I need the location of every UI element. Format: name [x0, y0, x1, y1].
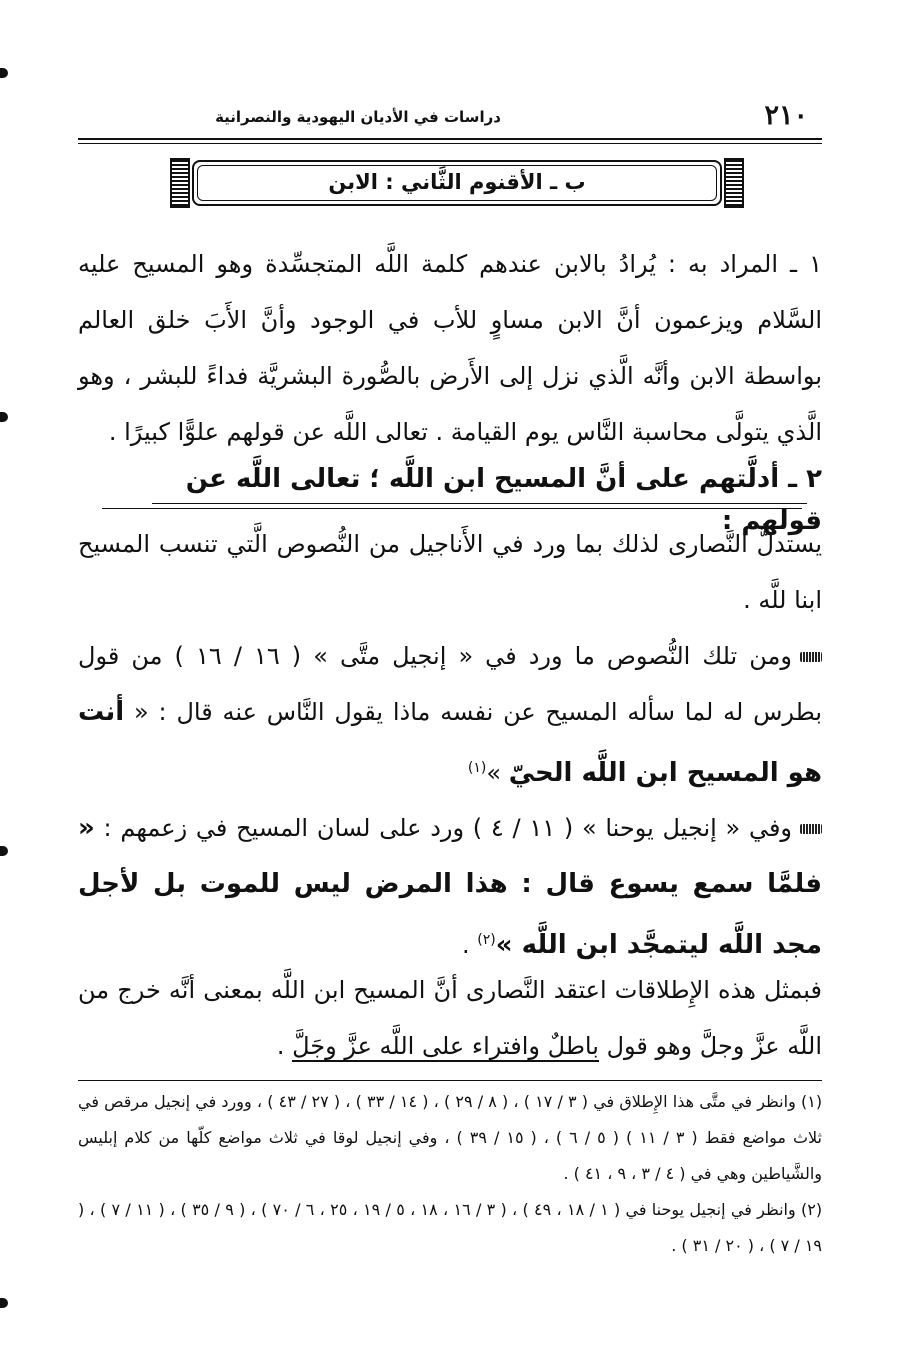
paragraph-2: يستدلُّ النَّصارى لذلك بما ورد في الأَناجيل من النُّصوص الَّتي تنسب المسيح ابنا للَّه .	[78, 530, 822, 614]
pointing-hand-icon	[800, 652, 822, 662]
heading-rule-2	[102, 508, 802, 509]
paragraph-4-intro: وفي « إنجيل يوحنا » ( ١١ / ٤ ) ورد على لسان المسيح في زعمهم :	[103, 814, 793, 842]
paragraph-1: ١ ـ المراد به : يُرادُ بالابن عندهم كلمة اللَّه المتجسِّدة وهو المسيح عليه السَّلام ويزعمون أنَّ الابن مساوٍ للأب في الوجود وأنَّ الأَبَ خلق العالم بواسطة الابن وأنَّه الَّذي نزل إلى الأَرض بالصُّورة البشريَّة فداءً للبشر ، وهو الَّذي يتولَّى محاسبة النَّاس يوم القيامة . تعالى اللَّه عن قولهم علوًّا كبيرًا .	[78, 250, 822, 446]
paragraph-4-end: .	[461, 931, 470, 959]
header-rule-thin	[78, 143, 822, 144]
pointing-hand-icon	[800, 824, 822, 834]
title-ornament-left	[170, 158, 190, 208]
paragraph-5-text: فبمثل هذه الإِطلاقات اعتقد النَّصارى أنَّ المسيح ابن اللَّه بمعنى أنَّه خرج من اللَّه عزَّ وجلَّ وهو قول	[78, 976, 822, 1060]
footnote-2: (٢) وانظر في إنجيل يوحنا في ( ١ / ١٨ ، ٤٩ ) ، ( ٣ / ١٦ ، ١٨ ، ٥ / ١٩ ، ٢٥ ، ٦ / ٧٠ ) ، ( ٩ / ٣٥ ) ، ( ١١ / ٧ ) ، ( ١٩ / ٧ ) ، ( ٢٠ / ٣١ ) .	[78, 1200, 823, 1255]
paragraph-4-quote: « فلمَّا سمع يسوع قال : هذا المرض ليس للموت بل لأجل مجد اللَّه ليتمجَّد ابن اللَّه »	[78, 813, 822, 960]
paragraph-5	[78, 962, 822, 1074]
page-header	[78, 96, 822, 136]
section-title-box	[192, 160, 722, 206]
paragraph-3	[78, 628, 822, 801]
subsection-heading: ٢ ـ أدلَّتهم على أنَّ المسيح ابن اللَّه ؛ تعالى اللَّه عن قولهم :	[185, 464, 822, 536]
footnote-ref-1: (١)	[467, 760, 487, 776]
footnote-ref-2: (٢)	[477, 932, 496, 948]
paragraph-3-close: »	[486, 759, 502, 787]
header-rule	[78, 138, 822, 140]
paragraph-5-underlined: باطلٌ وافتراء على اللَّه عزَّ وجَلَّ	[292, 1032, 599, 1060]
section-title: ب ـ الأقنوم الثَّاني : الابن	[328, 170, 586, 194]
margin-mark	[0, 846, 8, 856]
paragraph-3-quote: أنت هو المسيح ابن اللَّه الحيّ	[78, 697, 822, 788]
footnote-rule	[78, 1080, 822, 1081]
heading-rule	[152, 503, 807, 504]
margin-mark	[0, 68, 8, 78]
margin-mark	[0, 1298, 8, 1308]
footnotes	[78, 1084, 822, 1264]
paragraph-4	[78, 800, 822, 973]
footnote-1: (١) وانظر في متَّى هذا الإِطلاق في ( ٣ / ١٧ ) ، ( ٨ / ٢٩ ) ، ( ١٤ / ٣٣ ) ، ( ٢٧ / ٤٣ ) ، وورد في إنجيل مرقص في ثلاث مواضع فقط ( ٣ / ١١ ) ( ٥ / ٦ ) ، ( ١٥ / ٣٩ ) ، وفي إنجيل لوقا في ثلاث مواضع كلّها من كلام إبليس والشَّياطين وهي في ( ٤ / ٣ ، ٩ ، ٤١ ) .	[78, 1092, 823, 1183]
paragraph-3-intro: ومن تلك النُّصوص ما ورد في « إنجيل متَّى » ( ١٦ / ١٦ ) من قول بطرس له لما سأله المسيح عن نفسه ماذا يقول النَّاس عنه قال : «	[78, 642, 822, 726]
paragraph-5-end: .	[276, 1032, 285, 1060]
running-title: دراسات في الأديان اليهودية والنصرانية	[215, 108, 501, 126]
margin-mark	[0, 412, 8, 422]
page-number: ٢١٠	[764, 100, 808, 131]
title-ornament-right	[724, 158, 744, 208]
